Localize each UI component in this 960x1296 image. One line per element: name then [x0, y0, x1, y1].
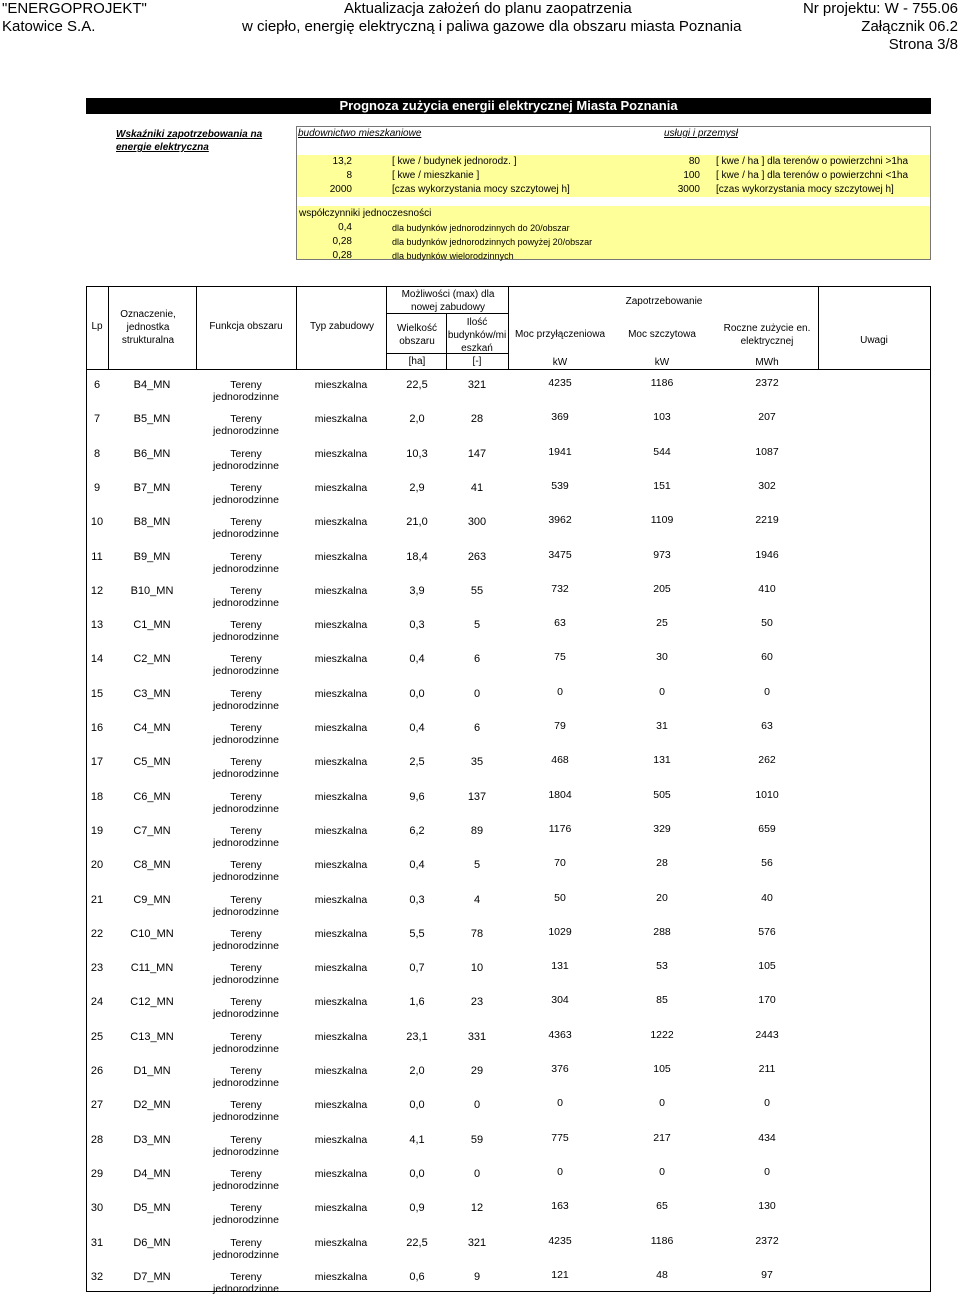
header-typ: Typ zabudowy — [310, 321, 374, 332]
row-oznaczenie: B8_MN — [133, 516, 171, 529]
row-funkcja: Tereny jednorodzinne — [213, 1270, 279, 1295]
row-oznaczenie: C9_MN — [133, 893, 171, 906]
header-funkcja: Funkcja obszaru — [209, 321, 283, 332]
row-moc-szczytowa: 85 — [656, 994, 668, 1007]
row-funkcja: Tereny jednorodzinne — [213, 1202, 279, 1227]
services-unit: [czas wykorzystania mocy szczytowej h] — [716, 184, 894, 195]
row-wielkosc: 0,9 — [409, 1202, 425, 1215]
coefficient-value: 0,28 — [332, 236, 352, 247]
row-ilosc: 23 — [470, 996, 484, 1009]
row-oznaczenie: B10_MN — [130, 584, 174, 597]
row-lp: 15 — [90, 687, 104, 700]
row-funkcja: Tereny jednorodzinne — [213, 1167, 279, 1192]
row-moc-przylaczeniowa: 539 — [551, 479, 569, 492]
row-moc-przylaczeniowa: 50 — [554, 891, 566, 904]
row-funkcja: Tereny jednorodzinne — [213, 447, 279, 472]
row-oznaczenie: B4_MN — [133, 379, 171, 391]
row-funkcja: Tereny jednorodzinne — [213, 927, 279, 952]
residential-title: budownictwo mieszkaniowe — [298, 128, 422, 139]
row-ilosc: 0 — [473, 687, 481, 700]
row-moc-przylaczeniowa: 775 — [551, 1131, 569, 1144]
header-roczne-zuzycie: Roczne zużycie en. elektrycznej — [723, 323, 811, 347]
row-ilosc: 9 — [473, 1270, 481, 1283]
row-wielkosc: 0,0 — [409, 687, 425, 700]
row-funkcja: Tereny jednorodzinne — [213, 1133, 279, 1158]
row-ilosc: 55 — [470, 584, 484, 597]
row-wielkosc: 0,4 — [409, 653, 425, 666]
row-typ: mieszkalna — [314, 756, 368, 769]
page-number: Strona 3/8 — [888, 36, 958, 53]
residential-value: 13,2 — [332, 156, 352, 167]
row-moc-szczytowa: 28 — [656, 857, 668, 870]
row-moc-przylaczeniowa: 4363 — [548, 1028, 572, 1041]
row-wielkosc: 22,5 — [406, 1236, 428, 1249]
row-funkcja: Tereny jednorodzinne — [213, 859, 279, 884]
row-wielkosc: 5,5 — [409, 927, 425, 940]
header-lp: Lp — [91, 321, 103, 332]
residential-unit: [ kwe / mieszkanie ] — [392, 170, 480, 181]
row-ilosc: 59 — [470, 1133, 484, 1146]
row-lp: 9 — [93, 481, 101, 494]
row-typ: mieszkalna — [314, 1030, 368, 1043]
row-lp: 11 — [91, 550, 103, 563]
row-typ: mieszkalna — [314, 824, 368, 837]
row-typ: mieszkalna — [314, 687, 368, 700]
row-oznaczenie: D5_MN — [133, 1202, 171, 1215]
row-moc-przylaczeniowa: 4235 — [548, 1234, 572, 1247]
row-roczne-zuzycie: 97 — [761, 1268, 773, 1281]
row-roczne-zuzycie: 2372 — [755, 377, 779, 389]
row-typ: mieszkalna — [314, 481, 368, 494]
row-roczne-zuzycie: 659 — [758, 822, 776, 835]
row-funkcja: Tereny jednorodzinne — [213, 824, 279, 849]
row-roczne-zuzycie: 105 — [758, 960, 776, 973]
row-wielkosc: 21,0 — [406, 516, 428, 529]
row-roczne-zuzycie: 211 — [758, 1063, 776, 1075]
row-oznaczenie: C6_MN — [133, 790, 171, 803]
row-oznaczenie: C11_MN — [130, 962, 174, 975]
row-moc-przylaczeniowa: 163 — [551, 1200, 569, 1213]
row-lp: 17 — [90, 756, 104, 769]
row-funkcja: Tereny jednorodzinne — [213, 1065, 279, 1089]
header-moc-przylaczeniowa: Moc przyłączeniowa — [514, 329, 606, 340]
row-ilosc: 78 — [470, 927, 484, 940]
row-lp: 18 — [90, 790, 104, 803]
row-funkcja: Tereny jednorodzinne — [213, 996, 279, 1021]
row-roczne-zuzycie: 1946 — [755, 548, 779, 561]
row-typ: mieszkalna — [314, 1167, 368, 1180]
header-ilosc: Ilość budynków/mi eszkań — [447, 317, 507, 354]
row-typ: mieszkalna — [314, 1065, 368, 1077]
row-typ: mieszkalna — [314, 1133, 368, 1146]
row-moc-szczytowa: 151 — [653, 479, 671, 492]
row-lp: 31 — [90, 1236, 104, 1249]
table-column-divider — [108, 286, 109, 370]
row-ilosc: 10 — [470, 962, 484, 975]
row-ilosc: 89 — [470, 824, 484, 837]
row-lp: 14 — [90, 653, 104, 666]
row-wielkosc: 23,1 — [406, 1030, 428, 1043]
row-wielkosc: 0,4 — [409, 859, 425, 872]
row-typ: mieszkalna — [314, 927, 368, 940]
row-typ: mieszkalna — [314, 1202, 368, 1215]
row-funkcja: Tereny jednorodzinne — [213, 790, 279, 815]
row-lp: 22 — [90, 927, 104, 940]
row-ilosc: 35 — [470, 756, 484, 769]
unit-moc-szczytowa: kW — [654, 357, 670, 368]
row-moc-przylaczeniowa: 1029 — [548, 925, 572, 938]
header-oznaczenie: Oznaczenie, jednostka strukturalna — [120, 309, 176, 346]
row-ilosc: 0 — [473, 1167, 481, 1180]
row-moc-przylaczeniowa: 0 — [557, 1097, 563, 1110]
row-lp: 23 — [90, 962, 104, 975]
row-moc-przylaczeniowa: 63 — [554, 617, 566, 630]
row-oznaczenie: B7_MN — [133, 481, 171, 494]
section-title: Prognoza zużycia energii elektrycznej Miasta Poznania — [86, 98, 931, 114]
row-ilosc: 28 — [470, 413, 484, 426]
row-typ: mieszkalna — [314, 893, 368, 906]
row-moc-przylaczeniowa: 75 — [554, 651, 566, 664]
services-title: usługi i przemysł — [664, 128, 738, 139]
row-moc-szczytowa: 103 — [653, 411, 671, 424]
document-title-line2: w ciepło, energię elektryczną i paliwa gazowe dla obszaru miasta Poznania — [242, 18, 742, 35]
row-roczne-zuzycie: 60 — [761, 651, 773, 664]
row-oznaczenie: D4_MN — [133, 1167, 171, 1180]
row-ilosc: 0 — [473, 1099, 481, 1112]
row-moc-przylaczeniowa: 376 — [551, 1063, 569, 1075]
row-typ: mieszkalna — [314, 516, 368, 529]
row-roczne-zuzycie: 130 — [758, 1200, 776, 1213]
services-value: 100 — [683, 170, 700, 181]
row-moc-przylaczeniowa: 1941 — [548, 445, 572, 458]
row-moc-przylaczeniowa: 732 — [551, 582, 569, 595]
row-wielkosc: 10,3 — [406, 447, 428, 460]
row-funkcja: Tereny jednorodzinne — [213, 722, 279, 746]
row-ilosc: 331 — [467, 1030, 487, 1043]
row-moc-przylaczeniowa: 0 — [557, 685, 563, 698]
row-lp: 24 — [90, 996, 104, 1009]
row-moc-szczytowa: 65 — [656, 1200, 668, 1213]
row-moc-przylaczeniowa: 304 — [551, 994, 569, 1007]
row-moc-przylaczeniowa: 79 — [554, 720, 566, 732]
row-typ: mieszkalna — [314, 962, 368, 975]
row-oznaczenie: D1_MN — [133, 1065, 171, 1077]
table-header-bottom — [86, 369, 931, 370]
row-oznaczenie: D2_MN — [133, 1099, 171, 1112]
row-lp: 20 — [90, 859, 104, 872]
residential-unit: [czas wykorzystania mocy szczytowej h] — [392, 184, 570, 195]
row-lp: 10 — [90, 516, 104, 529]
row-wielkosc: 2,5 — [409, 756, 425, 769]
row-wielkosc: 0,4 — [409, 722, 425, 734]
row-oznaczenie: D7_MN — [133, 1270, 171, 1283]
row-wielkosc: 0,0 — [409, 1167, 425, 1180]
row-roczne-zuzycie: 56 — [761, 857, 773, 870]
row-funkcja: Tereny jednorodzinne — [213, 962, 279, 987]
row-roczne-zuzycie: 2219 — [755, 514, 779, 527]
row-moc-szczytowa: 105 — [653, 1063, 671, 1075]
row-wielkosc: 9,6 — [409, 790, 425, 803]
row-roczne-zuzycie: 1010 — [755, 788, 779, 801]
row-moc-przylaczeniowa: 1176 — [548, 822, 572, 835]
row-roczne-zuzycie: 0 — [764, 685, 770, 698]
row-funkcja: Tereny jednorodzinne — [213, 619, 279, 644]
row-roczne-zuzycie: 63 — [761, 720, 773, 732]
row-typ: mieszkalna — [314, 413, 368, 426]
unit-moc-przylaczeniowa: kW — [552, 357, 568, 368]
row-funkcja: Tereny jednorodzinne — [213, 1030, 279, 1055]
row-moc-szczytowa: 1109 — [650, 514, 674, 527]
header-wielkosc: Wielkość obszaru — [396, 323, 437, 347]
row-wielkosc: 2,0 — [409, 1065, 425, 1077]
row-roczne-zuzycie: 207 — [758, 411, 776, 424]
coefficient-value: 0,4 — [338, 222, 352, 233]
row-funkcja: Tereny jednorodzinne — [213, 756, 279, 781]
row-moc-przylaczeniowa: 70 — [554, 857, 566, 870]
header-moc-szczytowa: Moc szczytowa — [628, 329, 696, 340]
indicators-title: Wskaźniki zapotrzebowania na energie elektryczna — [116, 129, 263, 153]
row-typ: mieszkalna — [314, 996, 368, 1009]
row-moc-przylaczeniowa: 0 — [557, 1165, 563, 1178]
row-lp: 8 — [93, 447, 101, 460]
row-typ: mieszkalna — [314, 653, 368, 666]
header-uwagi: Uwagi — [860, 335, 888, 346]
row-wielkosc: 6,2 — [409, 824, 425, 837]
row-funkcja: Tereny jednorodzinne — [213, 516, 279, 541]
row-oznaczenie: B9_MN — [133, 550, 171, 563]
row-wielkosc: 0,0 — [409, 1099, 425, 1112]
row-moc-szczytowa: 0 — [659, 1097, 665, 1110]
document-title-line1: Aktualizacja założeń do planu zaopatrzenia — [344, 0, 632, 17]
row-lp: 16 — [90, 722, 104, 734]
row-funkcja: Tereny jednorodzinne — [213, 481, 279, 506]
coefficients-title: współczynniki jednoczesności — [299, 208, 432, 219]
row-moc-przylaczeniowa: 1804 — [548, 788, 572, 801]
row-oznaczenie: C1_MN — [133, 619, 171, 632]
row-moc-szczytowa: 973 — [653, 548, 671, 561]
table-column-divider — [296, 286, 297, 370]
row-roczne-zuzycie: 40 — [761, 891, 773, 904]
row-moc-szczytowa: 0 — [659, 1165, 665, 1178]
services-value: 80 — [688, 156, 700, 167]
coefficient-value: 0,28 — [332, 250, 352, 261]
row-oznaczenie: C3_MN — [133, 687, 171, 700]
row-typ: mieszkalna — [314, 722, 368, 734]
row-roczne-zuzycie: 2372 — [755, 1234, 779, 1247]
row-ilosc: 6 — [473, 722, 481, 734]
row-wielkosc: 0,3 — [409, 619, 425, 632]
header-mozliwosci: Możliwości (max) dla nowej zabudowy — [401, 289, 495, 313]
row-funkcja: Tereny jednorodzinne — [213, 413, 279, 438]
row-moc-szczytowa: 20 — [656, 891, 668, 904]
row-funkcja: Tereny jednorodzinne — [213, 1099, 279, 1124]
row-oznaczenie: C10_MN — [130, 927, 174, 940]
coefficient-description: dla budynków jednorodzinnych do 20/obszar — [392, 223, 570, 233]
coefficient-description: dla budynków wielorodzinnych — [392, 251, 514, 261]
row-oznaczenie: C5_MN — [133, 756, 171, 769]
row-typ: mieszkalna — [314, 550, 368, 563]
row-typ: mieszkalna — [314, 1270, 368, 1283]
company-name: "ENERGOPROJEKT" — [2, 0, 147, 17]
row-oznaczenie: C8_MN — [133, 859, 171, 872]
row-wielkosc: 18,4 — [406, 550, 428, 563]
row-typ: mieszkalna — [314, 447, 368, 460]
row-moc-szczytowa: 31 — [656, 720, 668, 732]
row-lp: 21 — [90, 893, 104, 906]
row-ilosc: 147 — [467, 447, 487, 460]
row-moc-przylaczeniowa: 3962 — [548, 514, 572, 527]
row-wielkosc: 22,5 — [406, 379, 428, 391]
row-ilosc: 12 — [470, 1202, 484, 1215]
row-roczne-zuzycie: 0 — [764, 1165, 770, 1178]
row-wielkosc: 0,7 — [409, 962, 425, 975]
row-lp: 32 — [90, 1270, 104, 1283]
row-moc-szczytowa: 329 — [653, 822, 671, 835]
row-lp: 7 — [93, 413, 101, 426]
unit-wielkosc: [ha] — [408, 356, 426, 367]
row-typ: mieszkalna — [314, 1236, 368, 1249]
row-typ: mieszkalna — [314, 379, 368, 391]
unit-roczne: MWh — [755, 357, 779, 368]
row-funkcja: Tereny jednorodzinne — [213, 653, 279, 678]
table-column-divider — [386, 286, 387, 370]
row-lp: 25 — [90, 1030, 104, 1043]
row-ilosc: 5 — [473, 859, 481, 872]
row-roczne-zuzycie: 50 — [761, 617, 773, 630]
row-wielkosc: 1,6 — [409, 996, 425, 1009]
row-ilosc: 300 — [467, 516, 487, 529]
row-lp: 6 — [93, 379, 101, 391]
row-wielkosc: 0,3 — [409, 893, 425, 906]
row-ilosc: 321 — [467, 1236, 487, 1249]
row-funkcja: Tereny jednorodzinne — [213, 687, 279, 712]
row-ilosc: 263 — [467, 550, 487, 563]
row-oznaczenie: D6_MN — [133, 1236, 171, 1249]
residential-unit: [ kwe / budynek jednorodz. ] — [392, 156, 517, 167]
row-moc-przylaczeniowa: 468 — [551, 754, 569, 767]
residential-value: 8 — [346, 170, 352, 181]
services-value: 3000 — [677, 184, 700, 195]
row-lp: 29 — [90, 1167, 104, 1180]
row-oznaczenie: C2_MN — [133, 653, 171, 666]
services-unit: [ kwe / ha ] dla terenów o powierzchni >1ha — [716, 156, 909, 167]
row-moc-szczytowa: 217 — [653, 1131, 671, 1144]
row-moc-szczytowa: 1186 — [650, 1234, 674, 1247]
row-lp: 28 — [90, 1133, 104, 1146]
row-oznaczenie: B5_MN — [133, 413, 171, 426]
row-oznaczenie: C4_MN — [133, 722, 171, 734]
row-moc-szczytowa: 48 — [656, 1268, 668, 1281]
row-ilosc: 321 — [467, 379, 487, 391]
unit-ilosc: [-] — [472, 356, 482, 367]
row-moc-przylaczeniowa: 369 — [551, 411, 569, 424]
row-moc-przylaczeniowa: 131 — [551, 960, 569, 973]
row-wielkosc: 2,9 — [409, 481, 425, 494]
row-lp: 30 — [90, 1202, 104, 1215]
row-funkcja: Tereny jednorodzinne — [213, 584, 279, 609]
attachment-label: Załącznik 06.2 — [861, 18, 958, 35]
row-roczne-zuzycie: 170 — [758, 994, 776, 1007]
row-roczne-zuzycie: 2443 — [755, 1028, 779, 1041]
row-wielkosc: 2,0 — [409, 413, 425, 426]
row-moc-szczytowa: 53 — [656, 960, 668, 973]
row-oznaczenie: C13_MN — [130, 1030, 174, 1043]
row-funkcja: Tereny jednorodzinne — [213, 550, 279, 575]
row-ilosc: 4 — [473, 893, 481, 906]
row-moc-szczytowa: 1186 — [650, 377, 674, 389]
row-moc-szczytowa: 205 — [653, 582, 671, 595]
row-typ: mieszkalna — [314, 619, 368, 632]
row-moc-przylaczeniowa: 3475 — [548, 548, 572, 561]
row-lp: 12 — [90, 584, 104, 597]
row-typ: mieszkalna — [314, 859, 368, 872]
row-ilosc: 41 — [470, 481, 484, 494]
company-city: Katowice S.A. — [2, 18, 96, 35]
row-moc-szczytowa: 288 — [653, 925, 671, 938]
services-unit: [ kwe / ha ] dla terenów o powierzchni <1ha — [716, 170, 909, 181]
row-lp: 27 — [90, 1099, 104, 1112]
row-lp: 19 — [90, 824, 104, 837]
row-typ: mieszkalna — [314, 1099, 368, 1112]
row-oznaczenie: B6_MN — [133, 447, 171, 460]
row-wielkosc: 0,6 — [409, 1270, 425, 1283]
row-moc-przylaczeniowa: 121 — [551, 1268, 569, 1281]
row-lp: 13 — [90, 619, 104, 632]
row-ilosc: 29 — [470, 1065, 484, 1077]
row-oznaczenie: C12_MN — [130, 996, 174, 1009]
row-ilosc: 6 — [473, 653, 481, 666]
row-roczne-zuzycie: 410 — [758, 582, 776, 595]
row-typ: mieszkalna — [314, 584, 368, 597]
row-ilosc: 5 — [473, 619, 481, 632]
row-wielkosc: 4,1 — [409, 1133, 425, 1146]
row-funkcja: Tereny jednorodzinne — [213, 1236, 279, 1261]
row-roczne-zuzycie: 0 — [764, 1097, 770, 1110]
row-moc-przylaczeniowa: 4235 — [548, 377, 572, 389]
row-wielkosc: 3,9 — [409, 584, 425, 597]
table-column-divider — [508, 286, 509, 370]
row-oznaczenie: D3_MN — [133, 1133, 171, 1146]
row-roczne-zuzycie: 262 — [758, 754, 776, 767]
row-typ: mieszkalna — [314, 790, 368, 803]
row-funkcja: Tereny jednorodzinne — [213, 379, 279, 403]
residential-value: 2000 — [329, 184, 352, 195]
row-moc-szczytowa: 0 — [659, 685, 665, 698]
row-moc-szczytowa: 30 — [656, 651, 668, 664]
row-moc-szczytowa: 544 — [653, 445, 671, 458]
row-oznaczenie: C7_MN — [133, 824, 171, 837]
header-zapotrzebowanie: Zapotrzebowanie — [625, 296, 703, 307]
coefficient-description: dla budynków jednorodzinnych powyżej 20/obszar — [392, 237, 593, 247]
row-moc-szczytowa: 25 — [656, 617, 668, 630]
table-column-divider — [818, 286, 819, 370]
row-moc-szczytowa: 131 — [653, 754, 671, 767]
row-roczne-zuzycie: 1087 — [755, 445, 779, 458]
project-number: Nr projektu: W - 755.06 — [802, 0, 958, 17]
row-funkcja: Tereny jednorodzinne — [213, 893, 279, 918]
row-lp: 26 — [90, 1065, 104, 1077]
row-ilosc: 137 — [467, 790, 487, 803]
row-roczne-zuzycie: 576 — [758, 925, 776, 938]
row-roczne-zuzycie: 434 — [758, 1131, 776, 1144]
row-moc-szczytowa: 505 — [653, 788, 671, 801]
row-moc-szczytowa: 1222 — [650, 1028, 674, 1041]
row-roczne-zuzycie: 302 — [758, 479, 776, 492]
